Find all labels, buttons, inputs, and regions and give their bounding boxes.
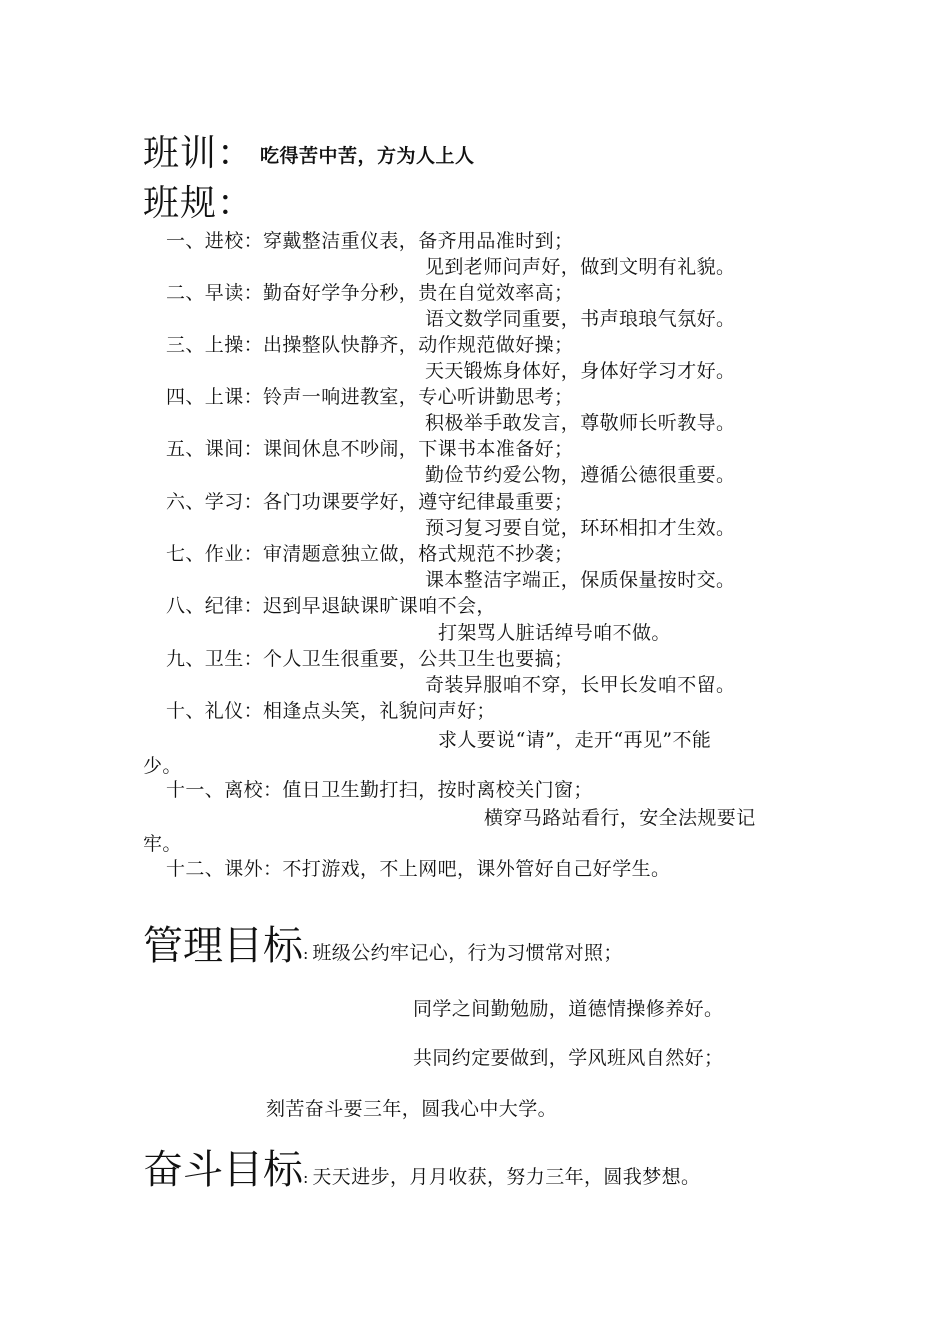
rule-4-line-2: 积极举手敢发言，尊敬师长听教导。 [425,412,736,434]
rule-6-line-2: 预习复习要自觉，环环相扣才生效。 [425,517,736,539]
rule-11-line-3: 牢。 [143,833,182,855]
rule-8-line-1: 八、纪律：迟到早退缺课旷课咱不会， [166,595,496,617]
management-goal-line-2: 同学之间勤勉励，道德情操修养好。 [413,998,724,1020]
struggle-goal-text: 天天进步，月月收获，努力三年，圆我梦想。 [312,1166,701,1188]
rule-10-line-2: 求人要说“请”，走开“再见”不能 [438,729,712,751]
rule-10-line-1: 十、礼仪：相逢点头笑，礼貌问声好； [166,700,496,722]
rule-3-line-1: 三、上操：出操整队快静齐，动作规范做好操； [166,334,574,356]
rule-11-line-2: 横穿马路站看行，安全法规要记 [484,807,756,829]
rule-10-line-3: 少。 [143,755,182,777]
struggle-goal-label: 奋斗目标 [143,1147,303,1193]
management-goal-heading [143,924,623,968]
class-motto-label: 班训： [143,133,255,174]
rule-7-line-1: 七、作业：审清题意独立做，格式规范不抄袭； [166,543,574,565]
class-motto-text: 吃得苦中苦，方为人上人 [260,145,475,167]
management-goal-line-4: 刻苦奋斗要三年，圆我心中大学。 [266,1098,558,1120]
rule-3-line-2: 天天锻炼身体好，身体好学习才好。 [425,360,736,382]
rule-8-line-2: 打架骂人脏话绰号咱不做。 [438,622,671,644]
management-goal-colon: : [303,944,309,963]
rule-7-line-2: 课本整洁字端正，保质保量按时交。 [425,569,736,591]
class-rules-label: 班规： [143,183,255,224]
rule-1-line-2: 见到老师问声好，做到文明有礼貌。 [425,256,736,278]
rule-2-line-1: 二、早读：勤奋好学争分秒，贵在自觉效率高； [166,282,574,304]
rule-2-line-2: 语文数学同重要，书声琅琅气氛好。 [425,308,736,330]
rule-11-line-1: 十一、离校：值日卫生勤打扫，按时离校关门窗； [166,779,593,801]
management-goal-line-1: 班级公约牢记心，行为习惯常对照； [312,942,623,964]
rule-9-line-1: 九、卫生：个人卫生很重要，公共卫生也要搞； [166,648,574,670]
class-motto-heading [143,134,475,174]
management-goal-line-3: 共同约定要做到，学风班风自然好； [413,1047,724,1069]
rule-12-line-1: 十二、课外：不打游戏，不上网吧，课外管好自己好学生。 [166,858,671,880]
rule-1-line-1: 一、进校：穿戴整洁重仪表，备齐用品准时到； [166,230,574,252]
management-goal-label: 管理目标 [143,923,303,969]
rule-4-line-1: 四、上课：铃声一响进教室，专心听讲勤思考； [166,386,574,408]
struggle-goal-colon: : [303,1168,309,1187]
rule-6-line-1: 六、学习：各门功课要学好，遵守纪律最重要； [166,491,574,513]
class-rules-heading [143,184,254,224]
rule-5-line-1: 五、课间：课间休息不吵闹，下课书本准备好； [166,438,574,460]
struggle-goal-heading [143,1148,700,1192]
rule-9-line-2: 奇装异服咱不穿，长甲长发咱不留。 [425,674,736,696]
rule-5-line-2: 勤俭节约爱公物，遵循公德很重要。 [425,464,736,486]
